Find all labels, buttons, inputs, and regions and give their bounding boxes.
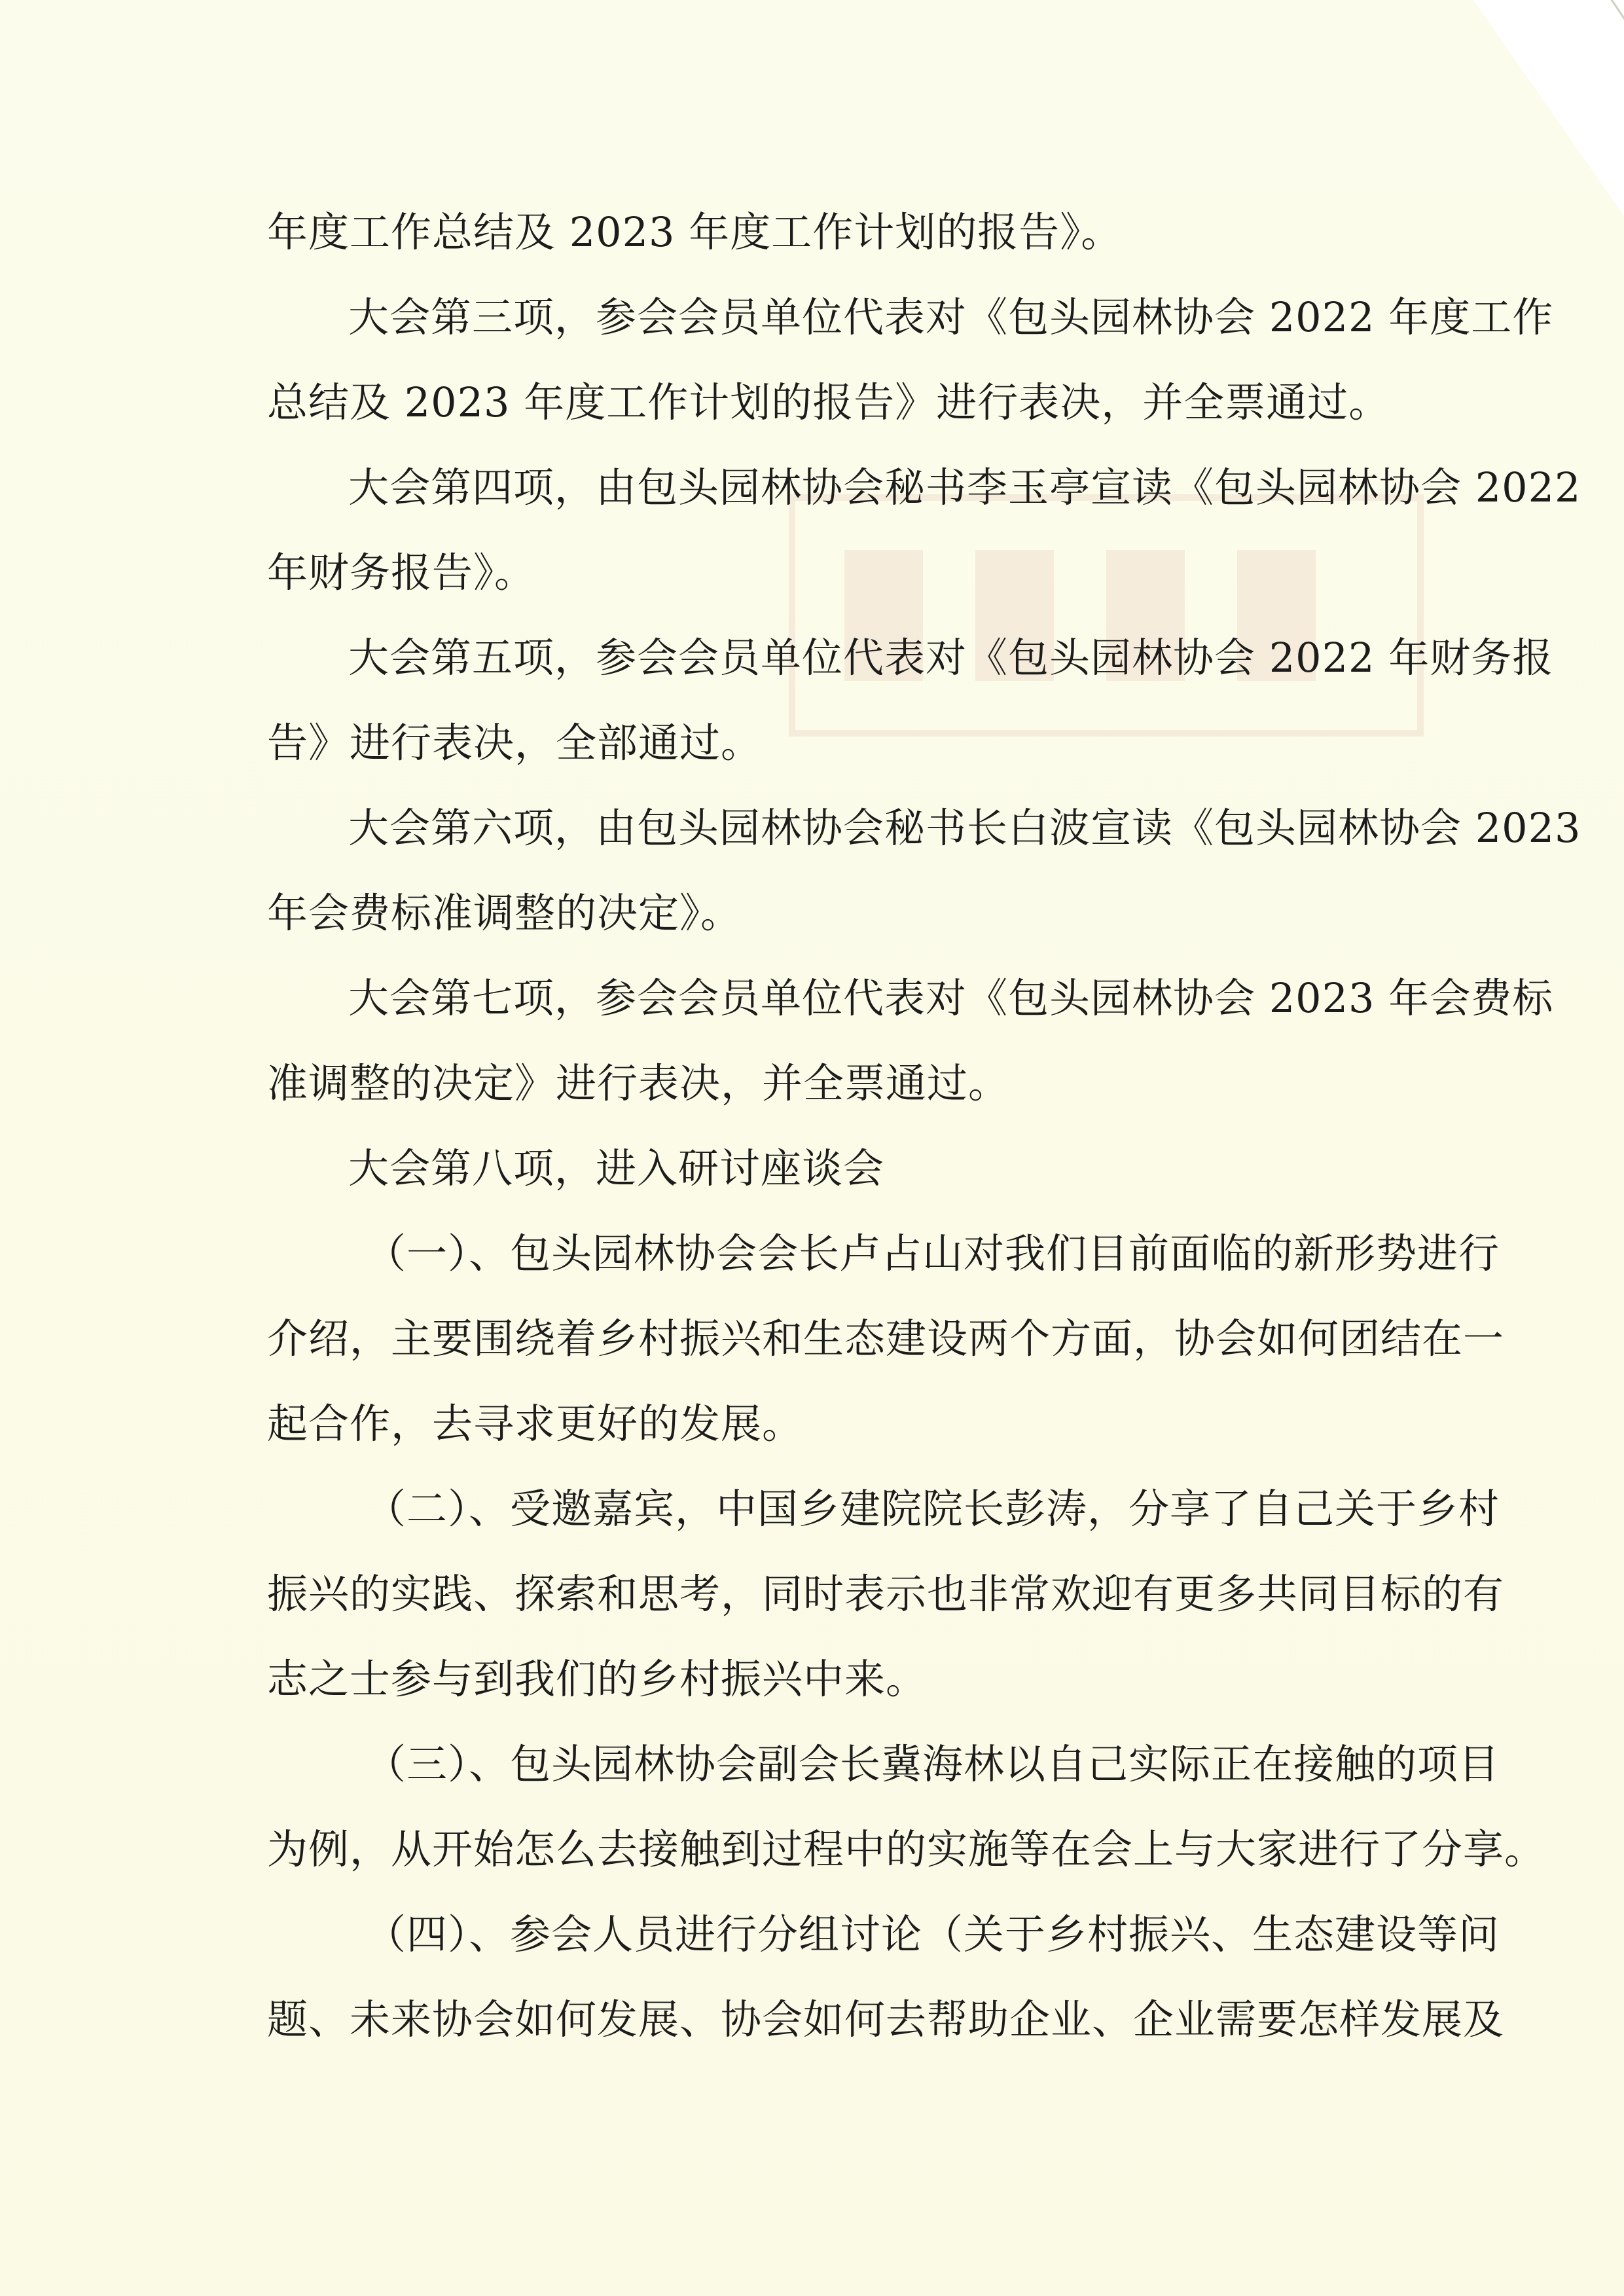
paragraph-item-5 bbox=[267, 615, 1554, 786]
text-line: 年度工作总结及 2023 年度工作计划的报告》。 bbox=[267, 208, 1123, 256]
text-line: 告》进行表决，全部通过。 bbox=[267, 719, 763, 767]
text-line: 大会第六项，由包头园林协会秘书长白波宣读《包头园林协会 2023 bbox=[348, 804, 1581, 852]
text-line: 题、未来协会如何发展、协会如何去帮助企业、企业需要怎样发展及 bbox=[267, 1995, 1505, 2043]
text-line: 大会第四项，由包头园林协会秘书李玉亭宣读《包头园林协会 2022 bbox=[348, 464, 1581, 511]
paragraph-item-6 bbox=[267, 786, 1581, 956]
text-line: 大会第八项，进入研讨座谈会 bbox=[348, 1144, 885, 1192]
text-line: 志之士参与到我们的乡村振兴中来。 bbox=[267, 1655, 928, 1703]
text-line: （四）、参会人员进行分组讨论（关于乡村振兴、生态建设等问 bbox=[365, 1910, 1500, 1958]
paragraph-discussion-3 bbox=[267, 1722, 1546, 1892]
text-line: 年会费标准调整的决定》。 bbox=[267, 889, 742, 937]
text-line: （一）、包头园林协会会长卢占山对我们目前面临的新形势进行 bbox=[365, 1230, 1500, 1277]
text-line: 大会第三项，参会会员单位代表对《包头园林协会 2022 年度工作 bbox=[348, 293, 1554, 341]
text-line: （二）、受邀嘉宾，中国乡建院院长彭涛，分享了自己关于乡村 bbox=[365, 1485, 1500, 1533]
text-line: 年财务报告》。 bbox=[267, 549, 536, 596]
paragraph-discussion-1 bbox=[267, 1211, 1505, 1467]
text-line: 总结及 2023 年度工作计划的报告》进行表决，并全票通过。 bbox=[267, 378, 1390, 426]
text-line: 准调整的决定》进行表决，并全票通过。 bbox=[267, 1059, 1010, 1107]
paragraph-discussion-4 bbox=[267, 1892, 1505, 2062]
text-line: 起合作，去寻求更好的发展。 bbox=[267, 1400, 804, 1448]
text-line: （三）、包头园林协会副会长冀海林以自己实际正在接触的项目 bbox=[365, 1740, 1500, 1788]
document-body bbox=[267, 190, 1581, 2062]
paragraph-report-title-end bbox=[267, 190, 1455, 275]
paragraph-item-7 bbox=[267, 956, 1554, 1126]
paragraph-item-8 bbox=[267, 1126, 1455, 1211]
page-corner-fold bbox=[1473, 0, 1624, 216]
paragraph-discussion-2 bbox=[267, 1467, 1505, 1722]
paragraph-item-4 bbox=[267, 445, 1581, 615]
text-line: 大会第七项，参会会员单位代表对《包头园林协会 2023 年会费标 bbox=[348, 974, 1554, 1022]
text-line: 振兴的实践、探索和思考，同时表示也非常欢迎有更多共同目标的有 bbox=[267, 1570, 1505, 1618]
text-line: 介绍，主要围绕着乡村振兴和生态建设两个方面，协会如何团结在一 bbox=[267, 1315, 1505, 1362]
text-line: 大会第五项，参会会员单位代表对《包头园林协会 2022 年财务报 bbox=[348, 634, 1554, 682]
text-line: 为例，从开始怎么去接触到过程中的实施等在会上与大家进行了分享。 bbox=[267, 1825, 1546, 1873]
paragraph-item-3 bbox=[267, 275, 1554, 445]
